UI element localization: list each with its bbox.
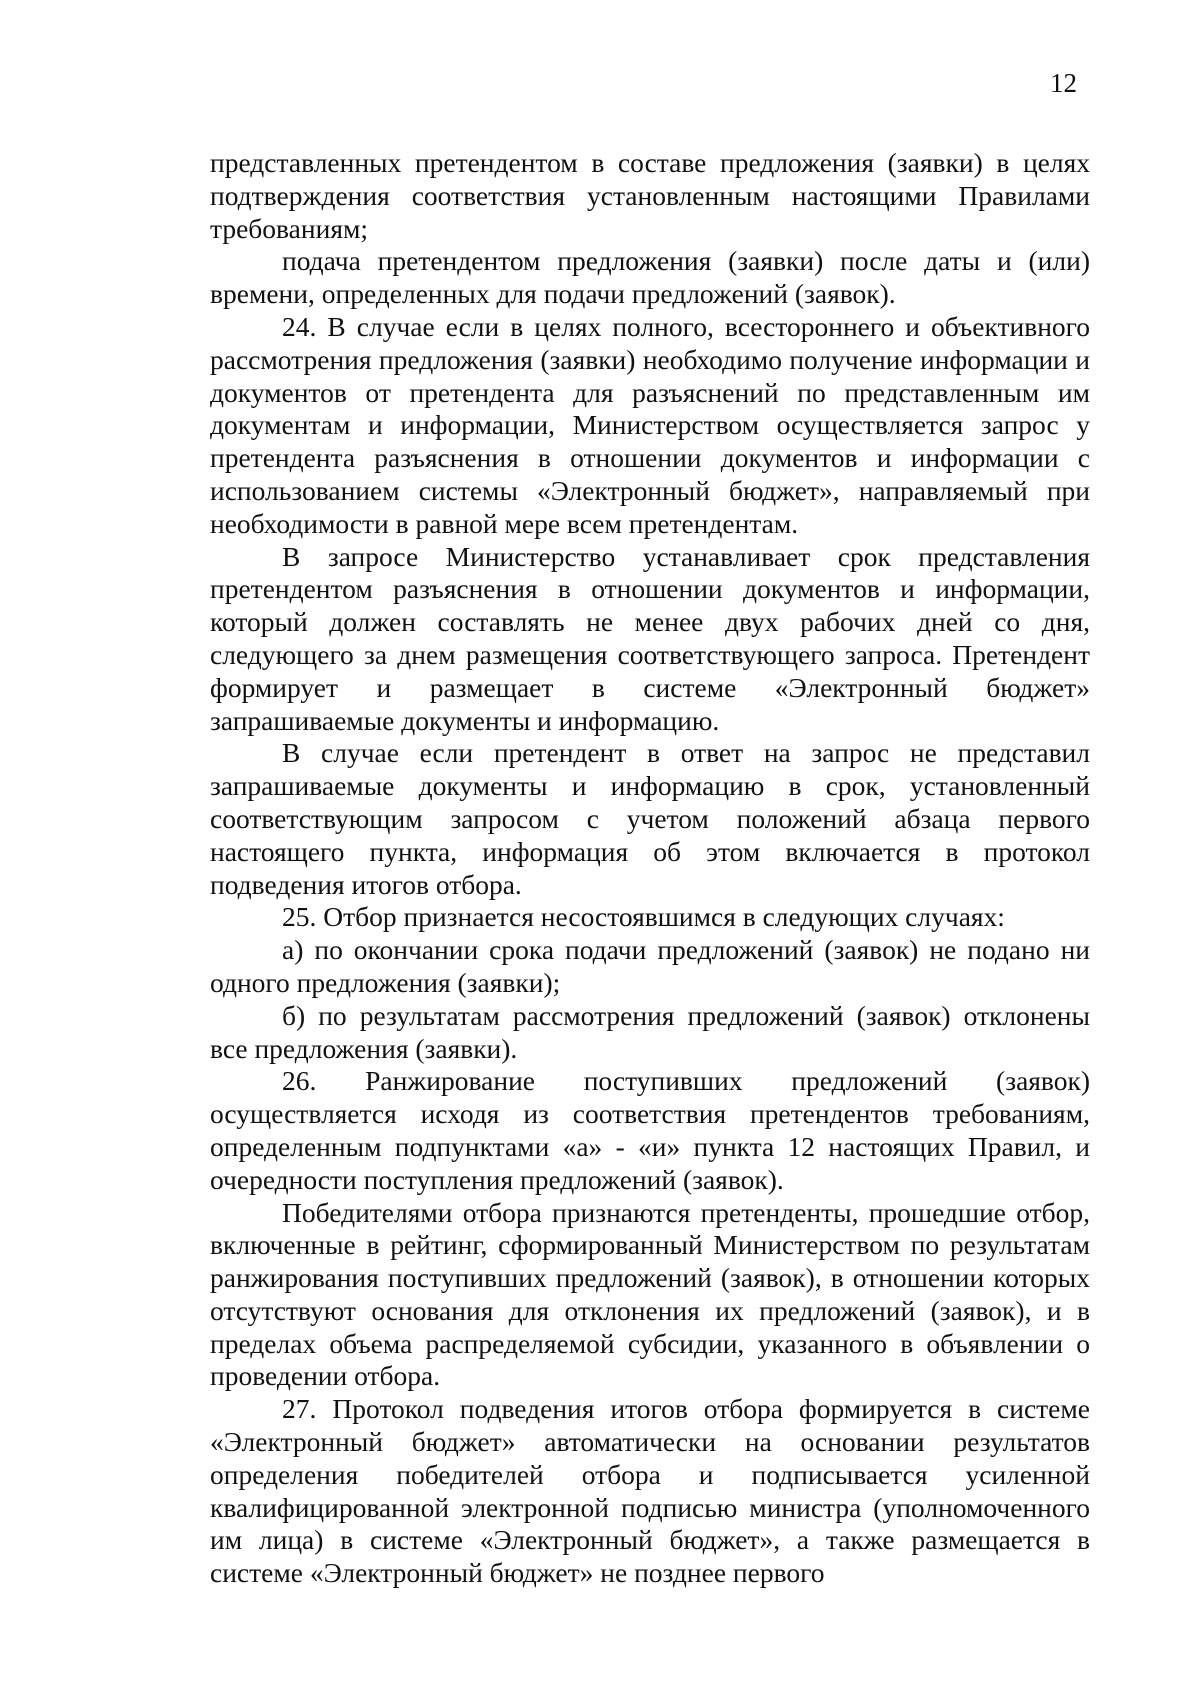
paragraph: 27. Протокол подведения итогов отбора формируется в системе «Электронный бюджет» автоматически на основании результатов определения победителей отбора и подписывается усиленной квалифицированной электронной подписью министра (уполномоченного им лица) в системе «Электронный бюджет», а также размещается в системе «Электронный бюджет» не позднее первого [210, 1393, 1090, 1589]
page-number: 12 [1050, 68, 1077, 98]
document-body [210, 147, 1090, 1590]
paragraph: В запросе Министерство устанавливает срок представления претендентом разъяснения в отношении документов и информации, который должен составлять не менее двух рабочих дней со дня, следующего за днем размещения соответствующего запроса. Претендент формирует и размещает в системе «Электронный бюджет» запрашиваемые документы и информацию. [210, 540, 1090, 736]
paragraph: 25. Отбор признается несостоявшимся в следующих случаях: [282, 901, 1005, 933]
paragraph: 26. Ранжирование поступивших предложений (заявок) осуществляется исходя из соответствия претендентов требованиям, определенным подпунктами «а» - «и» пункта 12 настоящих Правил, и очередности поступления предложений (заявок). [210, 1065, 1090, 1195]
paragraph: а) по окончании срока подачи предложений (заявок) не подано ни одного предложения (заявки); [210, 934, 1090, 998]
paragraph: В случае если претендент в ответ на запрос не представил запрашиваемые документы и информацию в срок, установленный соответствующим запросом с учетом положений абзаца первого настоящего пункта, информация об этом включается в протокол подведения итогов отбора. [210, 737, 1090, 900]
paragraph: 24. В случае если в целях полного, всестороннего и объективного рассмотрения предложения (заявки) необходимо получение информации и документов от претендента для разъяснений по представленным им документам и информации, Министерством осуществляется запрос у претендента разъяснения в отношении документов и информации с использованием системы «Электронный бюджет», направляемый при необходимости в равной мере всем претендентам. [210, 310, 1090, 539]
paragraph: представленных претендентом в составе предложения (заявки) в целях подтверждения соответствия установленным настоящими Правилами требованиям; [210, 147, 1090, 244]
paragraph: подача претендентом предложения (заявки) после даты и (или) времени, определенных для подачи предложений (заявок). [210, 245, 1090, 310]
paragraph: б) по результатам рассмотрения предложений (заявок) отклонены все предложения (заявки). [210, 999, 1090, 1064]
paragraph: Победителями отбора признаются претенденты, прошедшие отбор, включенные в рейтинг, сформированный Министерством по результатам ранжирования поступивших предложений (заявок), в отношении которых отсутствуют основания для отклонения их предложений (заявок), и в пределах объема распределяемой субсидии, указанного в объявлении о проведении отбора. [210, 1196, 1090, 1392]
